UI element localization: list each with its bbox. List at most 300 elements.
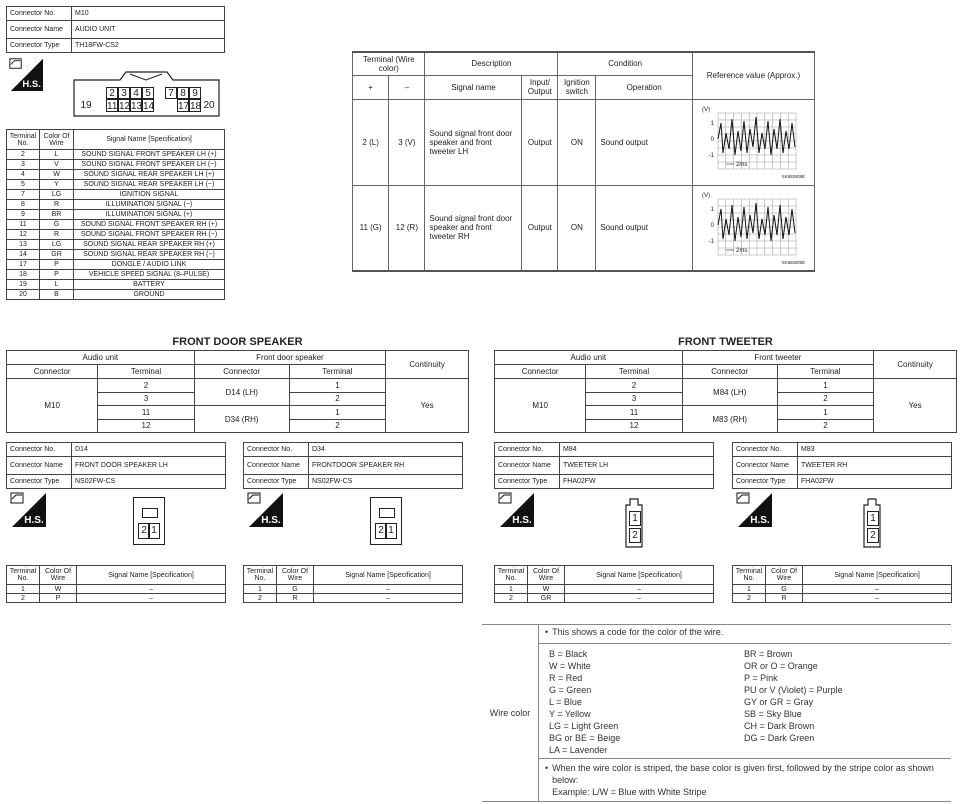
value: D34 — [309, 443, 463, 457]
table-row — [7, 250, 225, 260]
info-row — [733, 457, 952, 475]
color-code: P = Pink — [744, 673, 778, 683]
connector-header: Connector — [194, 365, 289, 379]
color-code: PU or V (Violet) = Purple — [744, 685, 843, 695]
ignition: ON — [558, 185, 596, 271]
right-terminal: 2 — [777, 419, 873, 433]
connector-face — [863, 497, 881, 549]
m10-pin: 20 — [203, 100, 215, 111]
continuity-header: Continuity — [874, 351, 957, 379]
terminal-table — [732, 565, 952, 603]
signal-name: SOUND SIGNAL REAR SPEAKER RH (+) — [74, 240, 225, 250]
legend-label: Wire color — [482, 625, 539, 802]
legend-intro: This shows a code for the color of the wire. — [552, 627, 724, 637]
wire-color: L — [40, 150, 74, 160]
pin: 1 — [385, 523, 397, 539]
info-row — [7, 475, 226, 489]
connector-face — [625, 497, 643, 549]
table-row — [7, 200, 225, 210]
signal-name: ILLUMINATION SIGNAL (+) — [74, 210, 225, 220]
harness-side-icon — [496, 489, 534, 532]
table-row — [7, 180, 225, 190]
pin: 2 — [629, 528, 641, 543]
left-header: Audio unit — [495, 351, 683, 365]
wave-code: SKIB3609E — [782, 259, 806, 265]
right-header: Front tweeter — [682, 351, 873, 365]
label: Connector Name — [244, 457, 309, 475]
legend-stripe-text: When the wire color is striped, the base color is given first, followed by the stripe color as shown below: — [552, 763, 934, 785]
table-row — [495, 379, 957, 393]
terminal-no: 5 — [7, 180, 40, 190]
pin: 1 — [629, 511, 641, 526]
wave-y-tick: 0 — [711, 137, 715, 143]
left-connector: M10 — [7, 379, 98, 433]
wire-color: Y — [40, 180, 74, 190]
continuity-value: Yes — [386, 379, 469, 433]
signal-name: SOUND SIGNAL FRONT SPEAKER LH (−) — [74, 160, 225, 170]
left-terminal: 3 — [586, 392, 682, 406]
m10-connector-face — [72, 70, 221, 118]
info-row — [7, 443, 226, 457]
color-code: R = Red — [549, 673, 583, 683]
signal-name: SOUND SIGNAL FRONT SPEAKER RH (+) — [74, 220, 225, 230]
label: Connector Type — [244, 475, 309, 489]
table-row — [7, 240, 225, 250]
col-header: Terminal No. — [244, 566, 277, 585]
m10-pin: 9 — [189, 87, 201, 99]
m10-pin: 3 — [118, 87, 130, 99]
legend-intro-cell: • This shows a code for the color of the wire. — [539, 625, 952, 644]
color-code: DG = Dark Green — [744, 733, 815, 743]
terminal-no: 12 — [7, 230, 40, 240]
wave-unit: (V) — [702, 192, 711, 199]
legend-stripe-example: Example: L/W = Blue with White Stripe — [552, 787, 707, 797]
continuity-header: Continuity — [386, 351, 469, 379]
harness-side-icon — [245, 489, 283, 532]
value: M84 — [560, 443, 714, 457]
wave-y-tick: -1 — [709, 238, 715, 245]
terminal-no: 1 — [7, 585, 40, 594]
terminal-no: 2 — [244, 594, 277, 603]
operation-header: Operation — [596, 75, 693, 99]
col-header: Color Of Wire — [528, 566, 565, 585]
m10-pin: 19 — [80, 100, 92, 111]
wave-time: 2ms — [736, 247, 748, 254]
col-header: Signal Name [Specification] — [77, 566, 226, 585]
table-row — [733, 585, 952, 594]
io: Output — [522, 99, 558, 185]
m10-pin: 11 — [107, 101, 118, 112]
reference-value-table — [352, 51, 815, 272]
m10-terminal-table — [6, 129, 225, 300]
right-terminal: 1 — [777, 406, 873, 420]
label: Connector Name — [733, 457, 798, 475]
wire-color: W — [40, 585, 77, 594]
color-code: G = Green — [549, 685, 592, 695]
wire-color: GR — [528, 594, 565, 603]
table-row — [7, 170, 225, 180]
signal-name: IGNITION SIGNAL — [74, 190, 225, 200]
signal-name: DONGLE / AUDIO LINK — [74, 260, 225, 270]
harness-side-icon — [8, 489, 46, 532]
svg-text:H.S.: H.S. — [750, 515, 770, 526]
color-code: OR or O = Orange — [744, 661, 818, 671]
value: FHA02FW — [798, 475, 952, 489]
operation: Sound output — [596, 99, 693, 185]
right-terminal: 1 — [289, 379, 385, 393]
pin: 1 — [867, 511, 879, 526]
terminal-header: Terminal — [586, 365, 682, 379]
col-header: Color Of Wire — [40, 566, 77, 585]
waveform-chart — [698, 103, 808, 179]
svg-text:H.S.: H.S. — [512, 515, 532, 526]
wire-color: R — [277, 594, 314, 603]
left-terminal: 2 — [586, 379, 682, 393]
terminal-no: 8 — [7, 200, 40, 210]
label: Connector Name — [7, 21, 72, 39]
signal-name: – — [803, 594, 952, 603]
left-terminal: 12 — [586, 419, 682, 433]
wave-code: SKIB3609E — [782, 174, 806, 179]
right-terminal: 2 — [289, 392, 385, 406]
col-header: Signal Name [Specification] — [565, 566, 714, 585]
m10-pin: 8 — [177, 87, 189, 99]
col-header: Signal Name [Specification] — [74, 130, 225, 150]
terminal-no: 1 — [733, 585, 766, 594]
m10-pin: 5 — [142, 87, 154, 99]
wire-color: P — [40, 594, 77, 603]
signal-name: Sound signal front door speaker and front tweeter RH — [425, 185, 522, 271]
connector-info — [6, 442, 226, 489]
info-row — [244, 475, 463, 489]
continuity-value: Yes — [874, 379, 957, 433]
color-code: BR = Brown — [744, 649, 793, 659]
terminal-no: 19 — [7, 280, 40, 290]
legend-left-column — [549, 648, 744, 756]
color-code: GY or GR = Gray — [744, 697, 814, 707]
wire-color: B — [40, 290, 74, 300]
terminal-no: 17 — [7, 260, 40, 270]
terminal-no: 1 — [495, 585, 528, 594]
left-terminal: 11 — [98, 406, 194, 420]
col-header: Signal Name [Specification] — [803, 566, 952, 585]
header-row — [7, 566, 226, 585]
wire-color: GR — [40, 250, 74, 260]
legend-codes — [539, 644, 952, 759]
wire-color: W — [528, 585, 565, 594]
wire-color: R — [40, 200, 74, 210]
wire-color: G — [766, 585, 803, 594]
front-tweeter-title: FRONT TWEETER — [678, 336, 773, 348]
wire-color: W — [40, 170, 74, 180]
col-header: Color Of Wire — [40, 130, 74, 150]
signal-name: – — [565, 594, 714, 603]
color-code: Y = Yellow — [549, 709, 591, 719]
m10-pin: 12 — [119, 101, 131, 112]
m10-pin: 14 — [143, 101, 155, 112]
header-row — [495, 351, 957, 365]
col-header: Signal Name [Specification] — [314, 566, 463, 585]
table-row — [733, 594, 952, 603]
terminal-no: 2 — [7, 594, 40, 603]
signal-name: – — [314, 594, 463, 603]
info-row — [733, 443, 952, 457]
wire-color: G — [40, 220, 74, 230]
left-terminal: 2 — [98, 379, 194, 393]
left-terminal: 11 — [586, 406, 682, 420]
wave-y-tick: -1 — [709, 153, 715, 159]
signal-name: – — [77, 594, 226, 603]
io: Output — [522, 185, 558, 271]
color-code: LA = Lavender — [549, 745, 608, 755]
minus-header: – — [389, 75, 425, 99]
col-header: Color Of Wire — [277, 566, 314, 585]
terminal-no: 18 — [7, 270, 40, 280]
m10-connector-info — [6, 6, 225, 53]
right-connector: M84 (LH) — [682, 379, 777, 406]
terminal-header: Terminal — [777, 365, 873, 379]
terminal-no: 14 — [7, 250, 40, 260]
label: Connector Type — [733, 475, 798, 489]
right-terminal: 2 — [289, 419, 385, 433]
table-row — [7, 290, 225, 300]
color-code: LG = Light Green — [549, 721, 619, 731]
signal-name: SOUND SIGNAL FRONT SPEAKER LH (+) — [74, 150, 225, 160]
label: Connector No. — [7, 7, 72, 21]
terminal-no: 13 — [7, 240, 40, 250]
header-row — [495, 566, 714, 585]
info-row — [495, 457, 714, 475]
wave-y-tick: 1 — [711, 206, 715, 213]
legend-stripe-cell: • When the wire color is striped, the base color is given first, followed by the stripe color as shown below: Example: L/W = Blue with White Stripe — [539, 759, 952, 802]
value: M10 — [72, 7, 225, 21]
right-terminal: 2 — [777, 392, 873, 406]
info-row — [244, 443, 463, 457]
signal-name: – — [565, 585, 714, 594]
value: TWEETER LH — [560, 457, 714, 475]
value: M83 — [798, 443, 952, 457]
terminal-no: 2 — [733, 594, 766, 603]
minus-terminal: 12 (R) — [389, 185, 425, 271]
minus-terminal: 3 (V) — [389, 99, 425, 185]
wire-color-legend — [482, 624, 951, 802]
terminal-table — [243, 565, 463, 603]
terminal-no: 2 — [7, 150, 40, 160]
harness-side-icon — [734, 489, 772, 532]
value: FRONT DOOR SPEAKER LH — [72, 457, 226, 475]
label: Connector Type — [495, 475, 560, 489]
front-tweeter-continuity-table — [494, 350, 957, 433]
signal-name: SOUND SIGNAL FRONT SPEAKER RH (−) — [74, 230, 225, 240]
right-terminal: 1 — [777, 379, 873, 393]
color-code: L = Blue — [549, 697, 582, 707]
wire-color: BR — [40, 210, 74, 220]
table-row — [7, 190, 225, 200]
label: Connector No. — [244, 443, 309, 457]
col-header: Terminal No. — [7, 130, 40, 150]
col-header: Terminal No. — [7, 566, 40, 585]
color-code: B = Black — [549, 649, 588, 659]
col-header: Color Of Wire — [766, 566, 803, 585]
left-connector: M10 — [495, 379, 586, 433]
color-code: BG or BE = Beige — [549, 733, 621, 743]
terminal-header: Terminal — [289, 365, 385, 379]
table-row — [353, 185, 815, 271]
signal-name: – — [314, 585, 463, 594]
table-row — [244, 585, 463, 594]
wire-color: R — [40, 230, 74, 240]
left-terminal: 3 — [98, 392, 194, 406]
table-row — [7, 230, 225, 240]
header-row — [733, 566, 952, 585]
m10-pin: 18 — [190, 101, 202, 112]
connector-face — [133, 497, 165, 545]
signal-name: GROUND — [74, 290, 225, 300]
wire-color: P — [40, 270, 74, 280]
wire-color: G — [277, 585, 314, 594]
table-row — [7, 260, 225, 270]
description-header: Description — [425, 52, 558, 75]
terminal-table — [6, 565, 226, 603]
condition-header: Condition — [558, 52, 693, 75]
terminal-no: 1 — [244, 585, 277, 594]
right-terminal: 1 — [289, 406, 385, 420]
terminal-no: 2 — [495, 594, 528, 603]
terminal-no: 9 — [7, 210, 40, 220]
col-header: Terminal No. — [733, 566, 766, 585]
waveform-cell — [692, 99, 814, 185]
left-terminal: 12 — [98, 419, 194, 433]
pin: 2 — [867, 528, 879, 543]
wire-color: LG — [40, 240, 74, 250]
value: NS02FW-CS — [309, 475, 463, 489]
terminal-table — [494, 565, 714, 603]
right-connector: M83 (RH) — [682, 406, 777, 433]
info-row — [7, 457, 226, 475]
connector-info — [243, 442, 463, 489]
signal-name: – — [803, 585, 952, 594]
table-row — [495, 585, 714, 594]
value: AUDIO UNIT — [72, 21, 225, 39]
label: Connector Type — [7, 39, 72, 53]
pin: 2 — [138, 523, 150, 539]
front-door-speaker-title: FRONT DOOR SPEAKER — [172, 336, 303, 348]
info-row — [495, 475, 714, 489]
connector-header: Connector — [495, 365, 586, 379]
wire-color: L — [40, 280, 74, 290]
wire-color: LG — [40, 190, 74, 200]
table-row — [7, 594, 226, 603]
info-row — [733, 475, 952, 489]
latch — [142, 508, 158, 518]
label: Connector No. — [495, 443, 560, 457]
table-row — [7, 585, 226, 594]
header-row — [7, 351, 469, 365]
waveform-chart — [698, 189, 808, 265]
color-code: W = White — [549, 661, 591, 671]
table-row — [7, 379, 469, 393]
signal-name: – — [77, 585, 226, 594]
plus-header: + — [353, 75, 389, 99]
table-row — [7, 160, 225, 170]
value: FHA02FW — [560, 475, 714, 489]
value: TH18FW-CS2 — [72, 39, 225, 53]
label: Connector No. — [7, 443, 72, 457]
harness-side-icon — [7, 55, 43, 96]
header-row — [244, 566, 463, 585]
pin: 1 — [148, 523, 160, 539]
pin: 2 — [375, 523, 387, 539]
io-header: Input/ Output — [522, 75, 558, 99]
table-row — [7, 150, 225, 160]
reference-header: Reference value (Approx.) — [692, 52, 814, 99]
table-row — [353, 99, 815, 185]
ignition: ON — [558, 99, 596, 185]
label: Connector Name — [495, 457, 560, 475]
connector-info — [732, 442, 952, 489]
terminal-no: 20 — [7, 290, 40, 300]
signal-name: ILLUMINATION SIGNAL (−) — [74, 200, 225, 210]
color-code: CH = Dark Brown — [744, 721, 815, 731]
wave-y-tick: 0 — [711, 222, 715, 229]
wave-time: 2ms — [736, 162, 748, 168]
wire-color: R — [766, 594, 803, 603]
operation: Sound output — [596, 185, 693, 271]
front-door-speaker-continuity-table — [6, 350, 469, 433]
terminal-header: Terminal — [98, 365, 194, 379]
label: Connector Type — [7, 475, 72, 489]
info-row — [495, 443, 714, 457]
signal-header: Signal name — [425, 75, 522, 99]
terminal-no: 4 — [7, 170, 40, 180]
label: Connector No. — [733, 443, 798, 457]
m10-pin: 7 — [165, 87, 177, 99]
wave-unit: (V) — [702, 107, 711, 113]
signal-name: BATTERY — [74, 280, 225, 290]
terminal-no: 7 — [7, 190, 40, 200]
terminal-header: Terminal (Wire color) — [353, 52, 425, 75]
right-connector: D14 (LH) — [194, 379, 289, 406]
waveform-cell — [692, 185, 814, 271]
color-code: SB = Sky Blue — [744, 709, 802, 719]
connector-header: Connector — [7, 365, 98, 379]
wire-color: P — [40, 260, 74, 270]
value: FRONTDOOR SPEAKER RH — [309, 457, 463, 475]
signal-name: VEHICLE SPEED SIGNAL (8–PULSE) — [74, 270, 225, 280]
left-header: Audio unit — [7, 351, 195, 365]
hs-label: H.S. — [22, 79, 41, 91]
table-row — [495, 594, 714, 603]
value: D14 — [72, 443, 226, 457]
m10-pin: 13 — [131, 101, 143, 112]
wire-color: V — [40, 160, 74, 170]
m10-pin: 4 — [130, 87, 142, 99]
wave-y-tick: 1 — [711, 121, 715, 127]
legend-right-column — [744, 648, 843, 756]
right-connector: D34 (RH) — [194, 406, 289, 433]
value: NS02FW-CS — [72, 475, 226, 489]
signal-name: Sound signal front door speaker and front tweeter LH — [425, 99, 522, 185]
plus-terminal: 11 (G) — [353, 185, 389, 271]
info-row — [244, 457, 463, 475]
label: Connector Name — [7, 457, 72, 475]
signal-name: SOUND SIGNAL REAR SPEAKER LH (+) — [74, 170, 225, 180]
terminal-no: 3 — [7, 160, 40, 170]
plus-terminal: 2 (L) — [353, 99, 389, 185]
ign-header: Ignition switch — [558, 75, 596, 99]
table-row — [244, 594, 463, 603]
table-row — [7, 210, 225, 220]
